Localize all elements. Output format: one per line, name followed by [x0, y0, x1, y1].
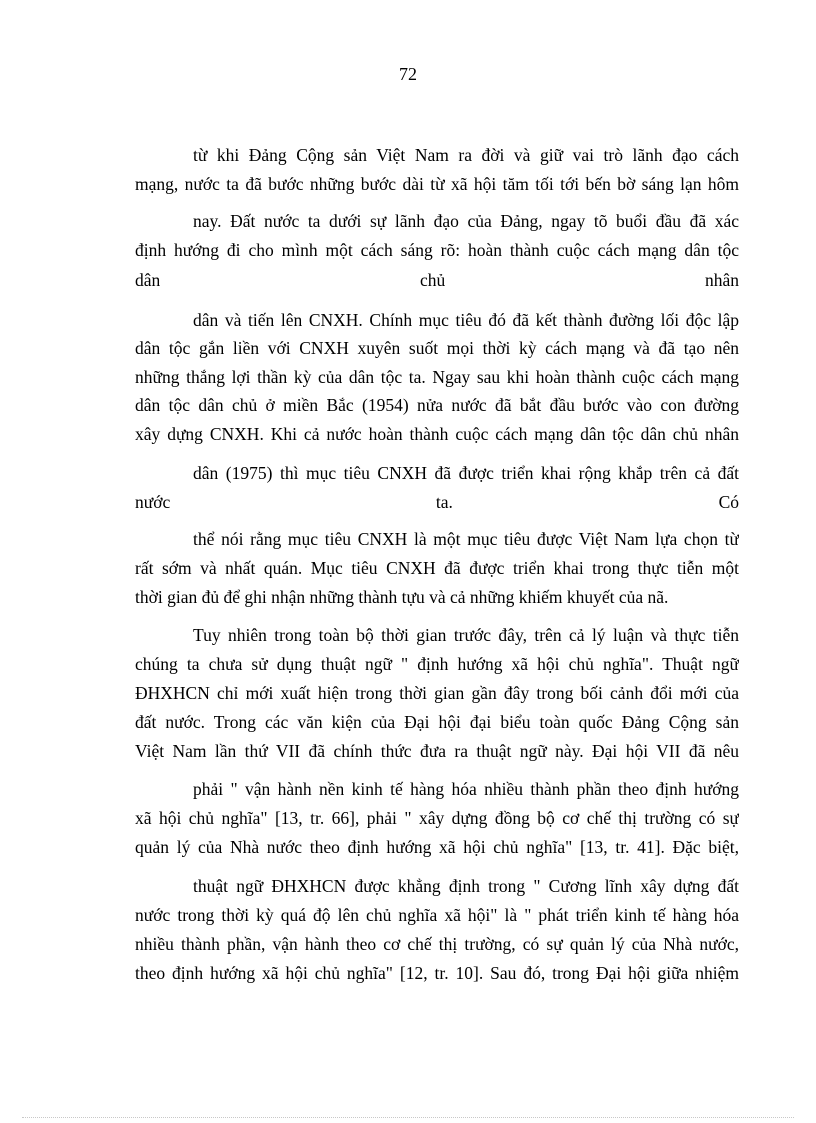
- text-line: chúng ta chưa sử dụng thuật ngữ " định hướng xã hội chủ nghĩa". Thuật ngữ: [135, 654, 739, 674]
- text-line: rất sớm và nhất quán. Mục tiêu CNXH đã được triển khai trong thực tiễn một: [135, 558, 739, 578]
- text-line: dân (1975) thì mục tiêu CNXH đã được triển khai rộng khắp trên cả đất: [193, 463, 739, 483]
- text-line: xây dựng CNXH. Khi cả nước hoàn thành cuộc cách mạng dân tộc dân chủ nhân: [135, 424, 739, 444]
- text-line: Tuy nhiên trong toàn bộ thời gian trước đây, trên cả lý luận và thực tiễn: [193, 625, 739, 645]
- text-line: nhiều thành phần, vận hành theo cơ chế thị trường, có sự quản lý của Nhà nước,: [135, 934, 739, 954]
- text-line: định hướng đi cho mình một cách sáng rõ: hoàn thành cuộc cách mạng dân tộc: [135, 240, 739, 260]
- text-line: những thắng lợi thần kỳ của dân tộc ta. Ngay sau khi hoàn thành cuộc cách mạng: [135, 367, 739, 387]
- text-line: dân tộc dân chủ ở miền Bắc (1954) nửa nước đã bắt đầu bước vào con đường: [135, 395, 739, 415]
- text-line: dân chủ nhân: [135, 270, 739, 290]
- text-line: quản lý của Nhà nước theo định hướng xã hội chủ nghĩa" [13, tr. 41]. Đặc biệt,: [135, 837, 739, 857]
- text-line: dân và tiến lên CNXH. Chính mục tiêu đó đã kết thành đường lối độc lập: [193, 310, 739, 330]
- footer-rule: [22, 1117, 794, 1118]
- text-line: thuật ngữ ĐHXHCN được khẳng định trong " Cương lĩnh xây dựng đất: [193, 876, 739, 896]
- text-line: từ khi Đảng Cộng sản Việt Nam ra đời và giữ vai trò lãnh đạo cách: [193, 145, 739, 165]
- text-line: đất nước. Trong các văn kiện của Đại hội đại biểu toàn quốc Đảng Cộng sản: [135, 712, 739, 732]
- text-line: xã hội chủ nghĩa" [13, tr. 66], phải " xây dựng đồng bộ cơ chế thị trường có sự: [135, 808, 739, 828]
- text-line: nước ta. Có: [135, 492, 739, 512]
- page-number: 72: [399, 64, 417, 84]
- text-line: phải " vận hành nền kinh tế hàng hóa nhiều thành phần theo định hướng: [193, 779, 739, 799]
- text-line: theo định hướng xã hội chủ nghĩa" [12, tr. 10]. Sau đó, trong Đại hội giữa nhiệm: [135, 963, 739, 983]
- text-line: Việt Nam lần thứ VII đã chính thức đưa ra thuật ngữ này. Đại hội VII đã nêu: [135, 741, 739, 761]
- text-line: ĐHXHCN chỉ mới xuất hiện trong thời gian gần đây trong bối cảnh đổi mới của: [135, 683, 739, 703]
- text-line: dân tộc gắn liền với CNXH xuyên suốt mọi thời kỳ cách mạng và đã tạo nên: [135, 338, 739, 358]
- text-line: nay. Đất nước ta dưới sự lãnh đạo của Đảng, ngay tõ buổi đầu đã xác: [193, 211, 739, 231]
- text-line: nước trong thời kỳ quá độ lên chủ nghĩa xã hội" là " phát triển kinh tế hàng hóa: [135, 905, 739, 925]
- text-line: mạng, nước ta đã bước những bước dài từ xã hội tăm tối tới bến bờ sáng lạn hôm: [135, 174, 739, 194]
- text-line: thể nói rằng mục tiêu CNXH là một mục tiêu được Việt Nam lựa chọn từ: [193, 529, 739, 549]
- text-line: thời gian đủ để ghi nhận những thành tựu và cả những khiếm khuyết của nã.: [135, 587, 669, 607]
